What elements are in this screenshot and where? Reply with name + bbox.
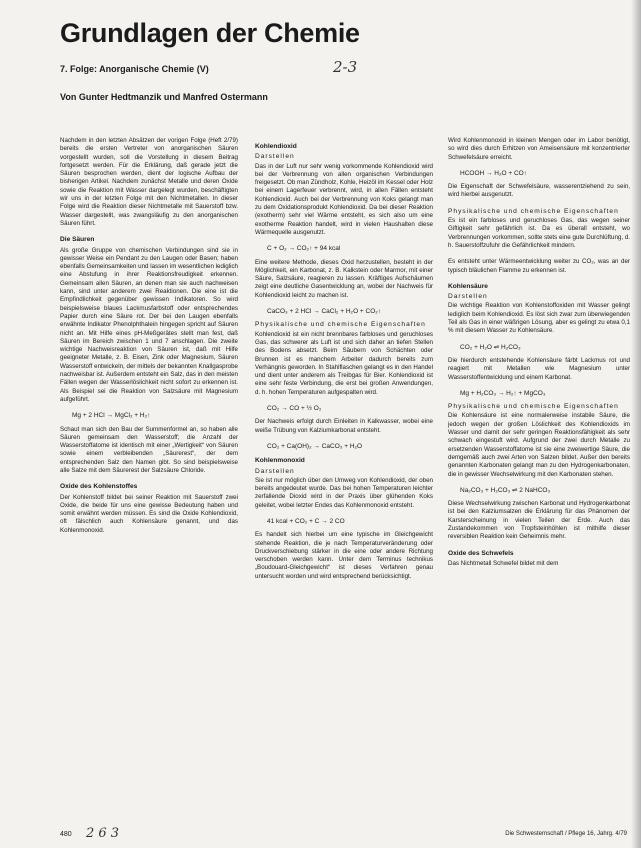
- authors-line: Von Gunter Hedtmanzik und Manfred Ostermann: [60, 92, 268, 102]
- section-heading: Oxide des Schwefels: [448, 549, 514, 557]
- chemical-equation: CaCO₃ + 2 HCl → CaCl₂ + H₂O + CO₂↑: [267, 308, 382, 316]
- chemical-equation: CO₂ + H₂O ⇌ H₂CO₃: [460, 343, 521, 351]
- chemical-equation: C + O₂ → CO₂↑ + 94 kcal: [267, 245, 341, 253]
- subsection-heading: Physikalische und chemische Eigenschaften: [448, 207, 619, 215]
- paragraph: Sie ist nur möglich über den Umweg von Kohlendioxid, der oben bereits angedeutet wurde. Das bei hohen Temperaturen leichter zerfallende Dioxid wird in der Praxis über glühenden Koks geleitet, wobei letzter Endes das Kohlenmonoxid entsteht.: [255, 476, 433, 509]
- paragraph: Der Nachweis erfolgt durch Einleiten in Kalkwasser, wobei eine weiße Trübung von Kalziumkarbonat entsteht.: [255, 418, 433, 434]
- handwritten-page-note: 2 6 3: [86, 826, 120, 841]
- chemical-equation: CO₂ → CO + ½ O₂: [267, 405, 322, 413]
- journal-footer: Die Schwesternschaft / Pflege 16, Jahrg. 4/79: [505, 831, 627, 837]
- paragraph: Kohlendioxid ist ein nicht brennbares farbloses und geruchloses Gas, das schwerer als Luft ist und sich daher an tiefen Stellen des Bodens absetzt. Beim Säubern von Schächten oder Brunnen ist es manchem Arbeiter dadurch bereits zum Verhängnis geworden. In Stahlflaschen gelangt es in den Handel und dient unter anderem als Treibgas für Bier. Kohlendioxid ist eine sehr feste Verbindung, die erst bei großen Anwendungen, d. h. hohen Temperaturen aufgespalten wird.: [255, 330, 433, 396]
- section-heading: Kohlendioxid: [255, 143, 297, 150]
- article-title: Grundlagen der Chemie: [60, 18, 360, 48]
- paragraph: Die Eigenschaft der Schwefelsäure, wasserentziehend zu sein, wird hierbei ausgenutzt.: [448, 183, 630, 199]
- section-heading: Oxide des Kohlenstoffes: [60, 483, 138, 491]
- paragraph: Die hierdurch entstehende Kohlensäure färbt Lackmus rot und reagiert mit Metallen wie Magnesium unter Wasserstoffentwicklung und einem Karbonat.: [448, 356, 630, 381]
- paragraph: Schaut man sich den Bau der Summenformel an, so haben alle Säuren gemeinsam den Wasserstoff; die Anzahl der Wasserstoffatome ist identisch mit einer „Wertigkeit“ von Säuren sowie einem verbleibenden „Säurerest“, der dem entsprechenden Salz den Namen gibt. So sind beispielsweise alle Salze mit dem Säurerest der Salzsäure Chloride.: [60, 425, 238, 474]
- text-column-3: [448, 137, 630, 576]
- chemical-equation: Na₂CO₃ + H₂CO₃ ⇌ 2 NaHCO₃: [460, 486, 551, 494]
- paragraph: Das Nichtmetall Schwefel bildet mit dem: [448, 559, 559, 567]
- paragraph: Der Kohlenstoff bildet bei seiner Reaktion mit Sauerstoff zwei Oxide, die beide für uns eine gewisse Bedeutung haben und somit erwähnt werden müssen. Es sind die Oxide Kohlendioxid, oft fälschlich auch Kohlensäure genannt, und das Kohlenmonoxid.: [60, 493, 238, 534]
- paragraph: Es ist ein farbloses und geruchloses Gas, das wegen seiner Giftigkeit sehr gefährlich ist. Da es überall entsteht, wo Verbrennungen vorkommen, sollte stets eine gute Durchlüftung, d. h. Sauerstoffzufuhr die Gefährlichkeit mindern.: [448, 217, 630, 249]
- chemical-equation: Mg + 2 HCl → MgCl₂ + H₂↑: [72, 412, 151, 420]
- subsection-heading: Darstellen: [255, 467, 295, 475]
- page-edge-shadow: [631, 0, 641, 848]
- paragraph: Die Kohlensäure ist eine normalerweise instabile Säure, die jedoch wegen der großen Löslichkeit des Kohlendioxids im Wasser und damit der sehr geringen Reaktionsfähigkeit als sehr schwach eingestuft wird. Aufgrund der zwei durch Metalle zu ersetzenden Wasserstoffatome ist sie eine zweiwertige Säure, die demgemäß auch zwei Arten von Salzen bildet. Außer den bereits genannten Karbonaten gelangt man zu den Hydrogenkarbonaten, die in gewisser Wechselwirkung mit den Karbonaten stehen.: [448, 412, 630, 478]
- subsection-heading: Darstellen: [448, 293, 488, 301]
- subsection-heading: Darstellen: [255, 153, 295, 161]
- paragraph: Eine weitere Methode, dieses Oxid herzustellen, besteht in der Möglichkeit, ein Karbonat, z. B. Kalkstein oder Marmor, mit einer Säure, Salzsäure, reagieren zu lassen. Kräftiges Aufschäumen zeigt eine deutliche Gasentwicklung an, wobei der Nachweis für Kohlendioxid leicht zu machen ist.: [255, 258, 433, 299]
- subsection-heading: Physikalische und chemische Eigenschaften: [255, 321, 426, 329]
- page-number: 480: [60, 831, 72, 838]
- section-heading: Kohlenmonoxid: [255, 457, 305, 465]
- section-heading: Kohlensäure: [448, 282, 488, 290]
- paragraph: Die wichtige Reaktion von Kohlenstoffoxiden mit Wasser gelingt lediglich beim Kohlendioxid. Es löst sich zwar zum überwiegenden Teil als Gas in einer wäßrigen Lösung, aber es gelingt zu etwa 0,1 % mit diesem Wasser zu Kohlensäure.: [448, 302, 630, 335]
- paragraph: Es handelt sich hierbei um eine typische im Gleichgewicht stehende Reaktion, die je nach Temperaturveränderung oder Druckverschiebung stärker in die eine oder andere Richtung verschoben werden kann. Unter dem Terminus technikus „Boudouard-Gleichgewicht“ ist dieses Verfahren genau untersucht worden und wird entsprechend berücksichtigt.: [255, 531, 433, 580]
- chemical-equation: HCOOH → H₂O + CO↑: [460, 169, 527, 177]
- paragraph: Es entsteht unter Wärmeentwicklung weiter zu CO₂, was an der typisch bläulichen Flamme zu erkennen ist.: [448, 258, 630, 274]
- section-heading: Die Säuren: [60, 236, 95, 244]
- subsection-heading: Physikalische und chemische Eigenschaften: [448, 403, 619, 411]
- chemical-equation: Mg + H₂CO₃ → H₂↑ + MgCO₃: [460, 389, 546, 397]
- series-subtitle: 7. Folge: Anorganische Chemie (V): [60, 64, 209, 74]
- paragraph: Wird Kohlenmonoxid in kleinen Mengen oder im Labor benötigt, so wird dies durch Erhitzen von Ameisensäure mit konzentrierter Schwefelsäure erreicht.: [448, 137, 630, 161]
- paragraph: Diese Wechselwirkung zwischen Karbonat und Hydrogenkarbonat ist bei den Kalziumsalzen die Erklärung für das Phänomen der Karsterscheinung in vielen Teilen der Erde. Auch das Zustandekommen von Tropfsteinhöhlen ist mithilfe dieser reversiblen Reaktion kein Geheimnis mehr.: [448, 500, 630, 541]
- text-column-2: [255, 137, 433, 589]
- chemical-equation: CO₂ + Ca(OH)₂ → CaCO₃ + H₂O: [267, 442, 363, 450]
- chemical-equation: 41 kcal + CO₂ + C → 2 CO: [267, 517, 345, 525]
- paragraph: Das in der Luft nur sehr wenig vorkommende Kohlendioxid wird bei der Verbrennung von allen organischen Verbindungen freigesetzt. Ob man Zündholz, Kohle, Heizöl im Kessel oder Holz bei einem Lagerfeuer verbrennt, wird, in allen Fällen entsteht Kohlendioxid. Auch bei der Verbrennung von Koks gelangt man zu dem Oxidationsprodukt Kohlendioxid. Da bei dieser Reaktion (exotherm) sehr viel Wärme entsteht, es sich also um eine exotherme Reaktion handelt, wird in vielen Haushalten diese Wärmequelle ausgenutzt.: [255, 162, 433, 236]
- text-column-1: [60, 137, 238, 543]
- paragraph: Als große Gruppe von chemischen Verbindungen sind sie in gewisser Weise ein Pendant zu den Laugen oder Basen; haben ebenfalls Gemeinsamkeiten und lassen im wesentlichen lediglich eine Abstufung in ihrer Reaktionsfreudigkeit erkennen. Gemeinsam allen Säuren, an denen man sie auch nachweisen kann, sind unter anderem zwei Reaktionen. Die eine ist die Empfindlichkeit gegenüber gewissen Indikatoren. So wird beispielsweise blaues Lackmusfarbstoff oder entsprechendes Papier durch eine Säure rot. Der bei den Laugen ebenfalls erwähnte Indikator Phenolphthalein hingegen spricht auf Säuren nicht an. Mit Hilfe eines pH-Meßgerätes stellt man fest, daß Säuren im Bereich zwischen 1 und 7 anschlagen. Die zweite wichtige Nachweisreaktion von Säuren ist, daß mit Hilfe geeigneter Metalle, z. B. Eisen, Zink oder Magnesium, Säuren Wasserstoff entwickeln, der mittels der bekannten Knallgasprobe nachweisbar ist. Außerdem entsteht ein Salz, das in den meisten Fällen wegen der Wasserlöslichkeit nicht sofort zu erkennen ist. Als Beispiel sei die Reaktion von Salzsäure mit Magnesium aufgeführt.: [60, 246, 238, 403]
- handwritten-note: 2-3: [333, 58, 358, 76]
- paragraph: Nachdem in den letzten Absätzen der vorigen Folge (Heft 2/79) bereits die ersten Vertreter von anorganischen Säuren vorgestellt wurden, soll die Vorstellung in diesem Beitrag fortgesetzt werden. Für die Erklärung, daß gerade jetzt die Säuren besprochen werden, dient der logische Aufbau der bisherigen Artikel. Nachdem zunächst Metalle und deren Oxide sowie die Reaktion mit Wasser dargelegt wurden, beschäftigten wir uns in der letzten Folge mit den Nichtmetallen. In dieser Folge wird die Reaktion dieser Nichtmetalle mit Sauerstoff bzw. Wasser dargestellt, was zwangsläufig zu den anorganischen Säuren führt.: [60, 137, 238, 227]
